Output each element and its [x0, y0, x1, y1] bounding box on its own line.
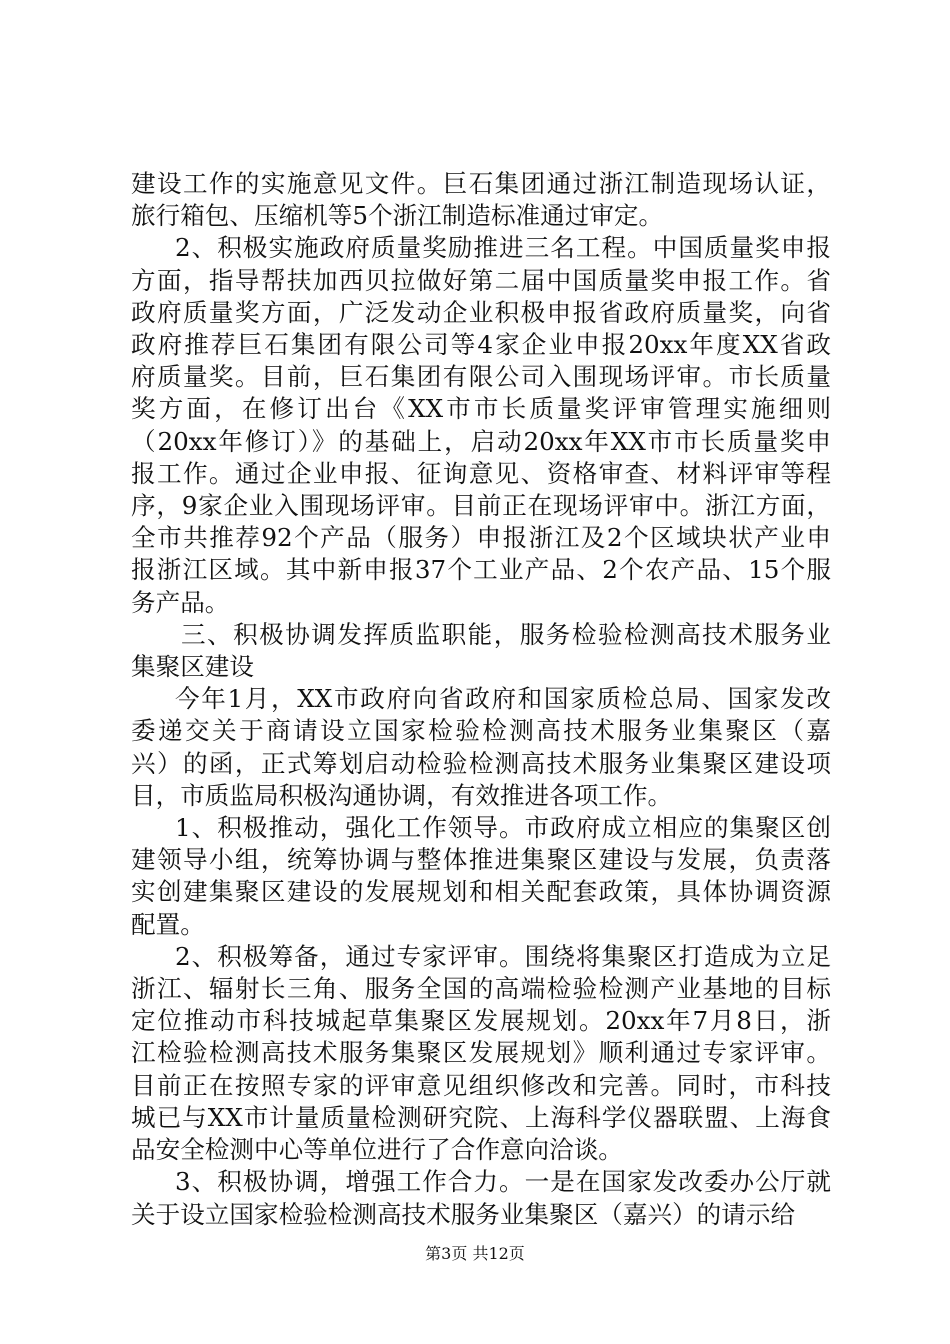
- paragraph: [131, 168, 831, 232]
- text-line: 政府推荐巨石集团有限公司等4家企业申报20xx年度XX省政: [131, 330, 831, 360]
- text-line: 兴）的函，正式筹划启动检验检测高技术服务业集聚区建设项: [131, 748, 831, 778]
- text-line: 2、积极实施政府质量奖励推进三名工程。中国质量奖申报: [175, 233, 831, 263]
- text-line: 关于设立国家检验检测高技术服务业集聚区（嘉兴）的请示给: [131, 1199, 796, 1229]
- text-line: 浙江、辐射长三角、服务全国的高端检验检测产业基地的目标: [131, 974, 831, 1004]
- document-body: [131, 168, 831, 1231]
- text-line: 江检验检测高技术服务集聚区发展规划》顺利通过专家评审。: [131, 1038, 831, 1068]
- text-line: 今年1月，XX市政府向省政府和国家质检总局、国家发改: [175, 684, 831, 714]
- text-line: 三、积极协调发挥质监职能，服务检验检测高技术服务业: [181, 619, 831, 649]
- paragraph: [131, 683, 831, 812]
- text-line: 方面，指导帮扶加西贝拉做好第二届中国质量奖申报工作。省: [131, 265, 831, 295]
- text-line: 品安全检测中心等单位进行了合作意向洽谈。: [131, 1135, 623, 1165]
- text-line: 建领导小组，统筹协调与整体推进集聚区建设与发展，负责落: [131, 845, 831, 875]
- paragraph: [131, 232, 831, 618]
- text-line: 旅行箱包、压缩机等5个浙江制造标准通过审定。: [131, 201, 664, 231]
- text-line: 定位推动市科技城起草集聚区发展规划。20xx年7月8日，浙: [131, 1006, 831, 1036]
- text-line: 序，9家企业入围现场评审。目前正在现场评审中。浙江方面，: [131, 491, 831, 521]
- text-line: （20xx年修订）》的基础上，启动20xx年XX市市长质量奖申: [131, 426, 831, 456]
- text-line: 1、积极推动，强化工作领导。市政府成立相应的集聚区创: [175, 813, 831, 843]
- text-line: 全市共推荐92个产品（服务）申报浙江及2个区域块状产业申: [131, 523, 831, 553]
- text-line: 目前正在按照专家的评审意见组织修改和完善。同时，市科技: [131, 1070, 831, 1100]
- text-line: 配置。: [131, 909, 205, 939]
- text-line: 城已与XX市计量质量检测研究院、上海科学仪器联盟、上海食: [131, 1102, 831, 1132]
- paragraph: [131, 619, 831, 683]
- paragraph: [131, 1166, 831, 1230]
- text-line: 集聚区建设: [131, 652, 254, 682]
- page-footer: 第3页 共12页: [425, 1244, 525, 1263]
- paragraph: [131, 941, 831, 1166]
- text-line: 务产品。: [131, 587, 230, 617]
- text-line: 报浙江区域。其中新申报37个工业产品、2个农产品、15个服: [131, 555, 831, 585]
- text-line: 政府质量奖方面，广泛发动企业积极申报省政府质量奖，向省: [131, 297, 831, 327]
- text-line: 建设工作的实施意见文件。巨石集团通过浙江制造现场认证，: [131, 169, 831, 198]
- paragraph: [131, 812, 831, 941]
- text-line: 报工作。通过企业申报、征询意见、资格审查、材料评审等程: [131, 458, 831, 488]
- text-line: 奖方面，在修订出台《XX市市长质量奖评审管理实施细则: [131, 394, 831, 424]
- text-line: 2、积极筹备，通过专家评审。围绕将集聚区打造成为立足: [175, 941, 831, 971]
- text-line: 目，市质监局积极沟通协调，有效推进各项工作。: [131, 780, 673, 810]
- text-line: 实创建集聚区建设的发展规划和相关配套政策，具体协调资源: [131, 877, 831, 907]
- text-line: 3、积极协调，增强工作合力。一是在国家发改委办公厅就: [175, 1167, 831, 1197]
- text-line: 府质量奖。目前，巨石集团有限公司入围现场评审。市长质量: [131, 362, 831, 392]
- text-line: 委递交关于商请设立国家检验检测高技术服务业集聚区（嘉: [131, 716, 831, 746]
